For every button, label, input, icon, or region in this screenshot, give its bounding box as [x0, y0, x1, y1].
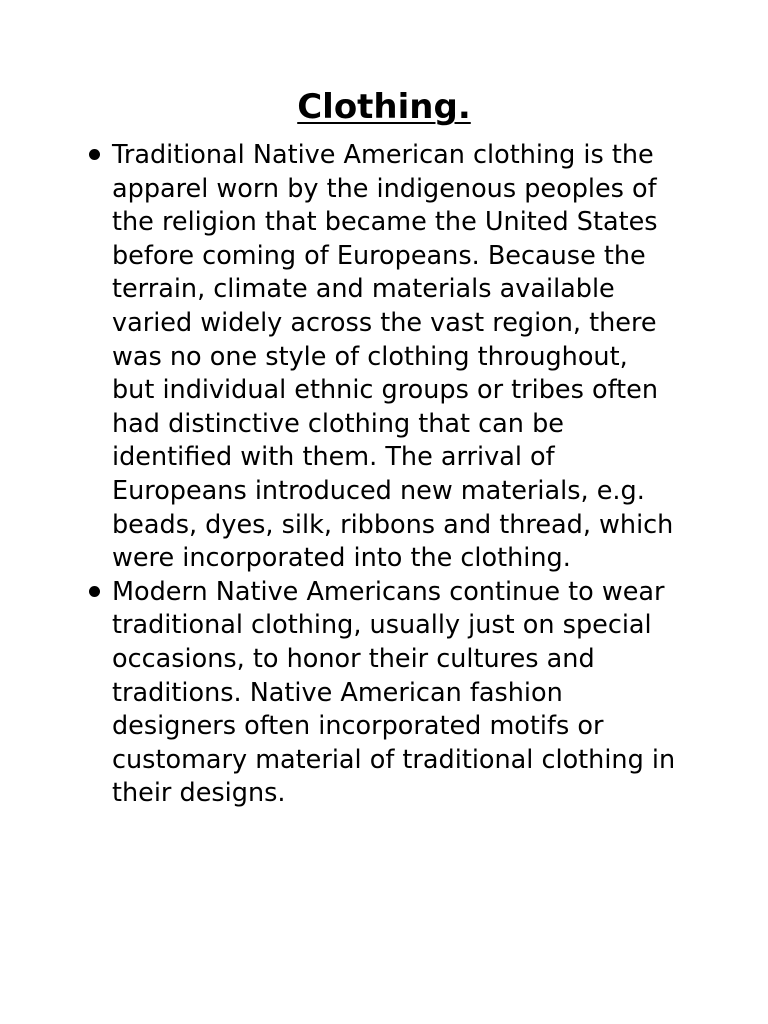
bullet-dot-icon	[89, 586, 100, 597]
bullet-text: Traditional Native American clothing is the apparel worn by the indigenous peoples of the religion that became the United States before coming of Europeans. Because the terrain, climate and materials available varied widely across the vast region, there was no one style of clothing throughout, but individual ethnic groups or tribes often had distinctive clothing that can be identified with them. The arrival of Europeans introduced new materials, e.g. beads, dyes, silk, ribbons and thread, which were incorporated into the clothing.	[112, 140, 674, 574]
bullet-dot-icon	[89, 149, 100, 160]
page-title	[0, 86, 768, 128]
page-title-text: Clothing.	[297, 87, 471, 127]
bullet-list	[0, 139, 768, 811]
bullet-item	[0, 576, 677, 811]
bullet-text: Modern Native Americans continue to wear traditional clothing, usually just on special occasions, to honor their cultures and traditions. Native American fashion designers often incorporated motifs or customary material of traditional clothing in their designs.	[112, 576, 676, 809]
bullet-item	[0, 139, 677, 576]
